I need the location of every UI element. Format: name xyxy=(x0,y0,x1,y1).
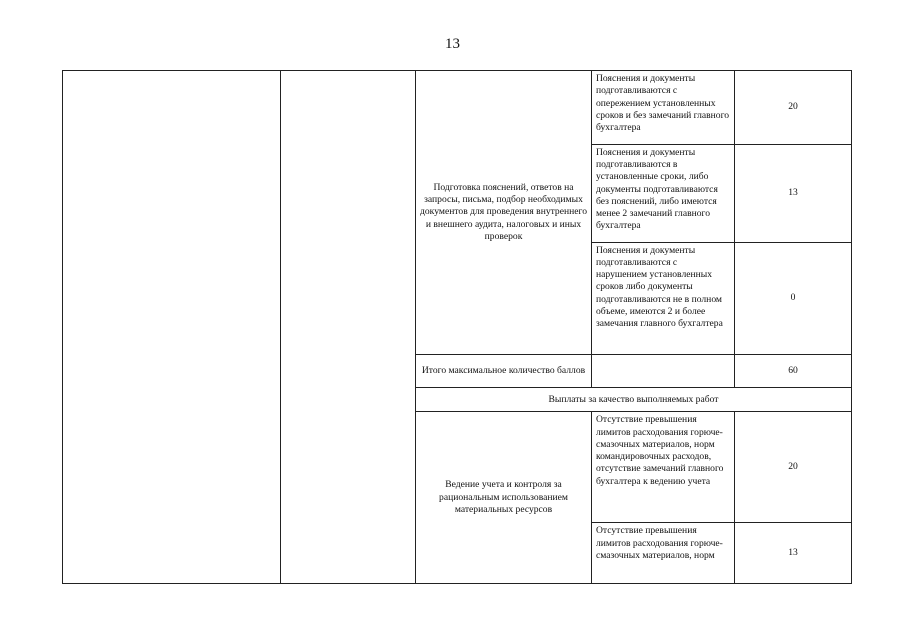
criterion-cell: Пояснения и документы подготавливаются с нарушением установленных сроков либо документы подготавливаются не в полном объеме, имеются 2 и более замечания главного бухгалтера xyxy=(592,242,735,354)
table-row xyxy=(63,71,852,145)
criteria-table xyxy=(62,70,852,584)
score-cell: 13 xyxy=(735,523,852,584)
indicator-cell: Подготовка пояснений, ответов на запросы, письма, подбор необходимых документов для проведения внутреннего и внешнего аудита, налоговых и иных проверок xyxy=(416,71,592,355)
score-cell: 20 xyxy=(735,71,852,145)
criterion-cell: Отсутствие превышения лимитов расходования горюче-смазочных материалов, норм xyxy=(592,523,735,584)
criterion-cell: Пояснения и документы подготавливаются с опережением установленных сроков и без замечаний главного бухгалтера xyxy=(592,71,735,145)
total-label: Итого максимальное количество баллов xyxy=(416,354,592,387)
score-cell: 20 xyxy=(735,412,852,523)
score-cell: 13 xyxy=(735,144,852,242)
empty-column-1 xyxy=(63,71,281,584)
page-number: 13 xyxy=(445,36,460,52)
total-value: 60 xyxy=(735,354,852,387)
indicator-cell: Ведение учета и контроля за рациональным использованием материальных ресурсов xyxy=(416,412,592,584)
section-header: Выплаты за качество выполняемых работ xyxy=(416,388,852,412)
empty-column-2 xyxy=(281,71,416,584)
score-cell: 0 xyxy=(735,242,852,354)
criterion-cell: Отсутствие превышения лимитов расходования горюче-смазочных материалов, норм командировочных расходов, отсутствие замечаний главного бухгалтера к ведению учета xyxy=(592,412,735,523)
total-empty-cell xyxy=(592,354,735,387)
criterion-cell: Пояснения и документы подготавливаются в установленные сроки, либо документы подготавливаются без пояснений, либо имеются менее 2 замечаний главного бухгалтера xyxy=(592,144,735,242)
